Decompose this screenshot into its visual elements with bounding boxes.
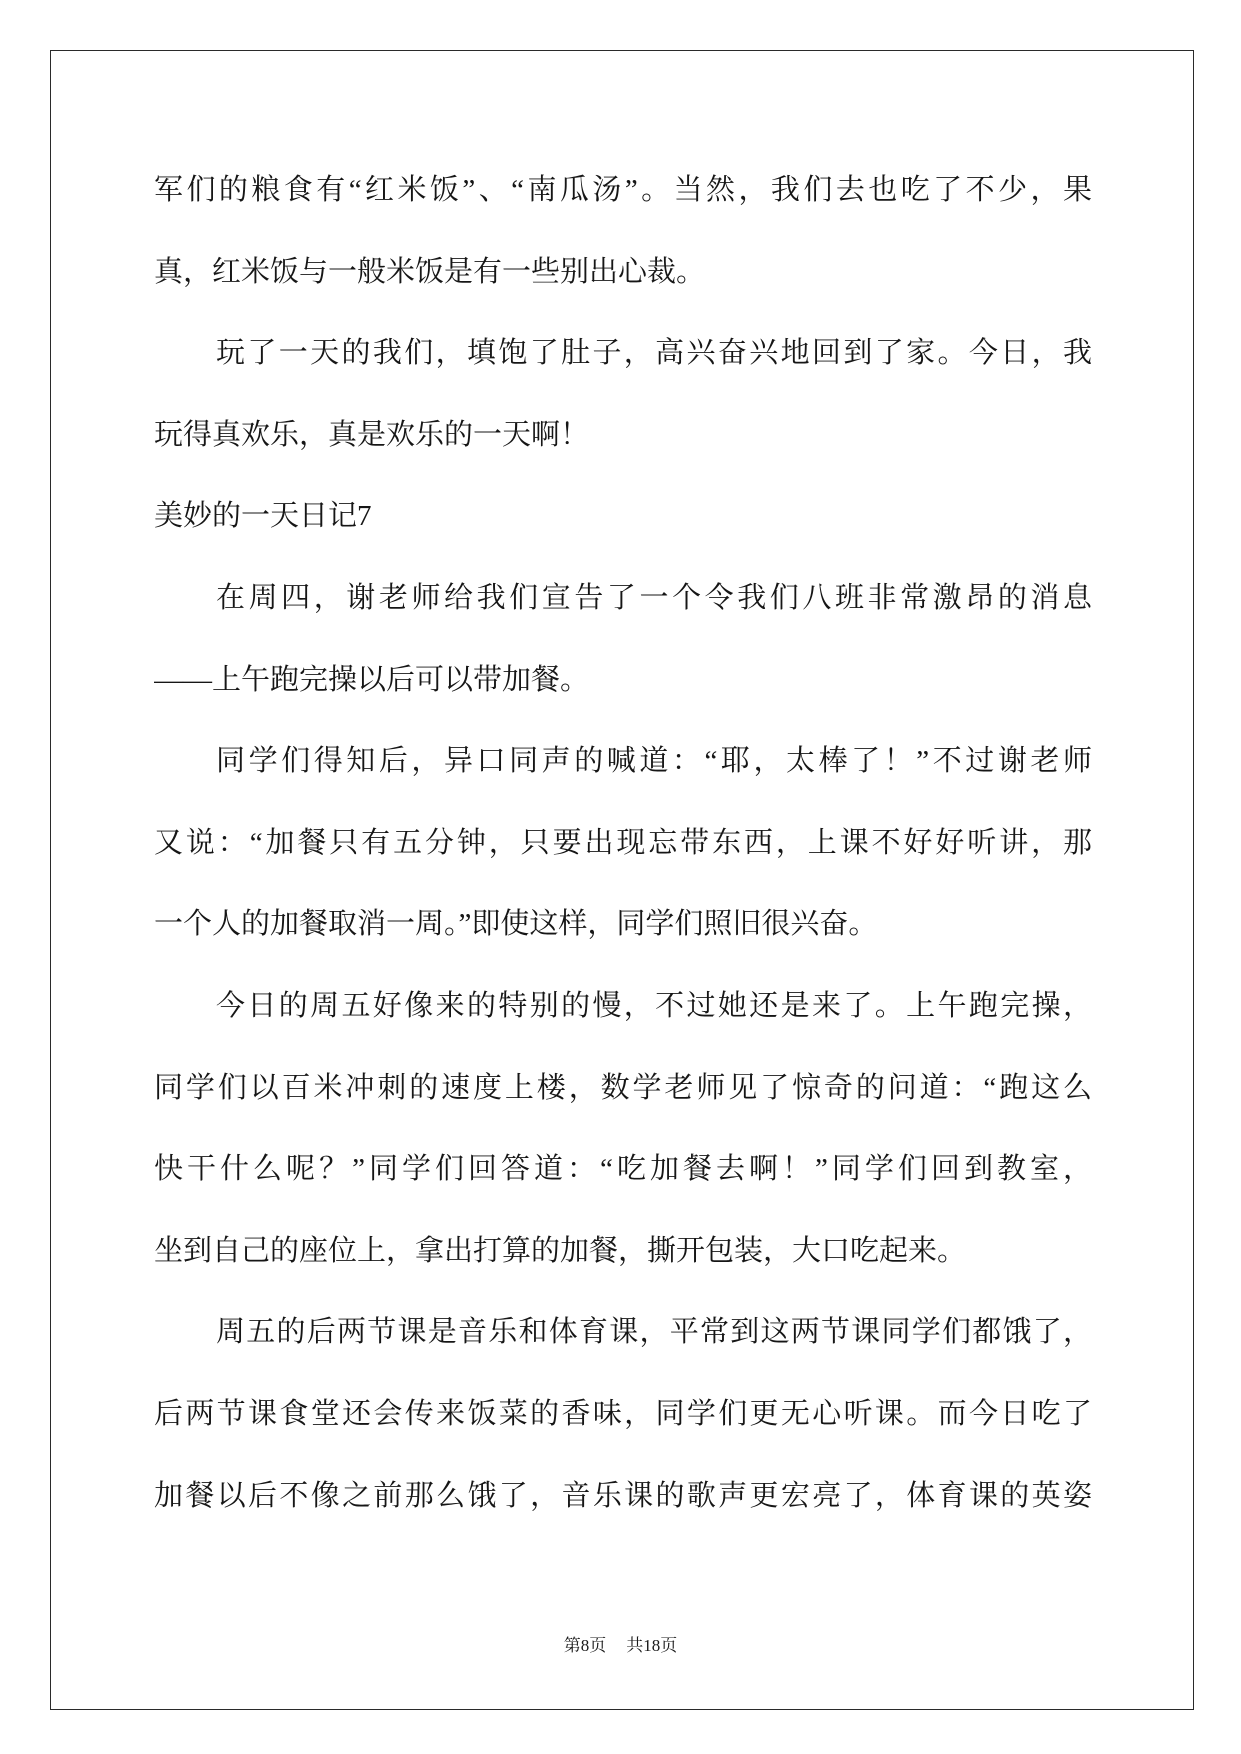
diary-entry-title: 美妙的一天日记7 xyxy=(154,500,372,533)
text-line: 一个人的加餐取消一周。”即使这样，同学们照旧很兴奋。 xyxy=(154,908,878,941)
text-line: 今日的周五好像来的特别的慢，不过她还是来了。上午跑完操， xyxy=(216,989,1092,1022)
text-line: ——上午跑完操以后可以带加餐。 xyxy=(154,663,590,696)
page-footer xyxy=(0,1634,1241,1658)
text-line: 玩得真欢乐，真是欢乐的一天啊！ xyxy=(154,418,590,451)
text-line: 在周四，谢老师给我们宣告了一个令我们八班非常激昂的消息 xyxy=(216,581,1092,614)
text-line: 坐到自己的座位上，拿出打算的加餐，撕开包装，大口吃起来。 xyxy=(154,1234,967,1267)
text-line: 同学们得知后，异口同声的喊道：“耶，太棒了！”不过谢老师 xyxy=(216,745,1092,778)
text-line: 玩了一天的我们，填饱了肚子，高兴奋兴地回到了家。今日，我 xyxy=(216,337,1092,370)
page-number: 第8页 xyxy=(563,1636,607,1655)
text-line: 真，红米饭与一般米饭是有一些别出心裁。 xyxy=(154,255,706,288)
paragraph xyxy=(154,721,1092,966)
paragraph xyxy=(154,313,1092,476)
text-line: 后两节课食堂还会传来饭菜的香味，同学们更无心听课。而今日吃了 xyxy=(154,1397,1092,1430)
paragraph xyxy=(154,558,1092,721)
paragraph xyxy=(154,966,1092,1292)
document-body xyxy=(154,150,1092,1537)
text-line: 加餐以后不像之前那么饿了，音乐课的歌声更宏亮了，体育课的英姿 xyxy=(154,1479,1092,1512)
text-line: 军们的粮食有“红米饭”、“南瓜汤”。当然，我们去也吃了不少，果 xyxy=(154,174,1092,206)
page-total: 共18页 xyxy=(626,1636,678,1655)
text-line: 又说：“加餐只有五分钟，只要出现忘带东西，上课不好好听讲，那 xyxy=(154,826,1092,859)
text-line: 快干什么呢？”同学们回答道：“吃加餐去啊！”同学们回到教室， xyxy=(154,1153,1092,1186)
text-line: 同学们以百米冲刺的速度上楼，数学老师见了惊奇的问道：“跑这么 xyxy=(154,1071,1092,1104)
paragraph xyxy=(154,1292,1092,1537)
paragraph xyxy=(154,150,1092,313)
text-line: 周五的后两节课是音乐和体育课，平常到这两节课同学们都饿了， xyxy=(216,1316,1092,1349)
